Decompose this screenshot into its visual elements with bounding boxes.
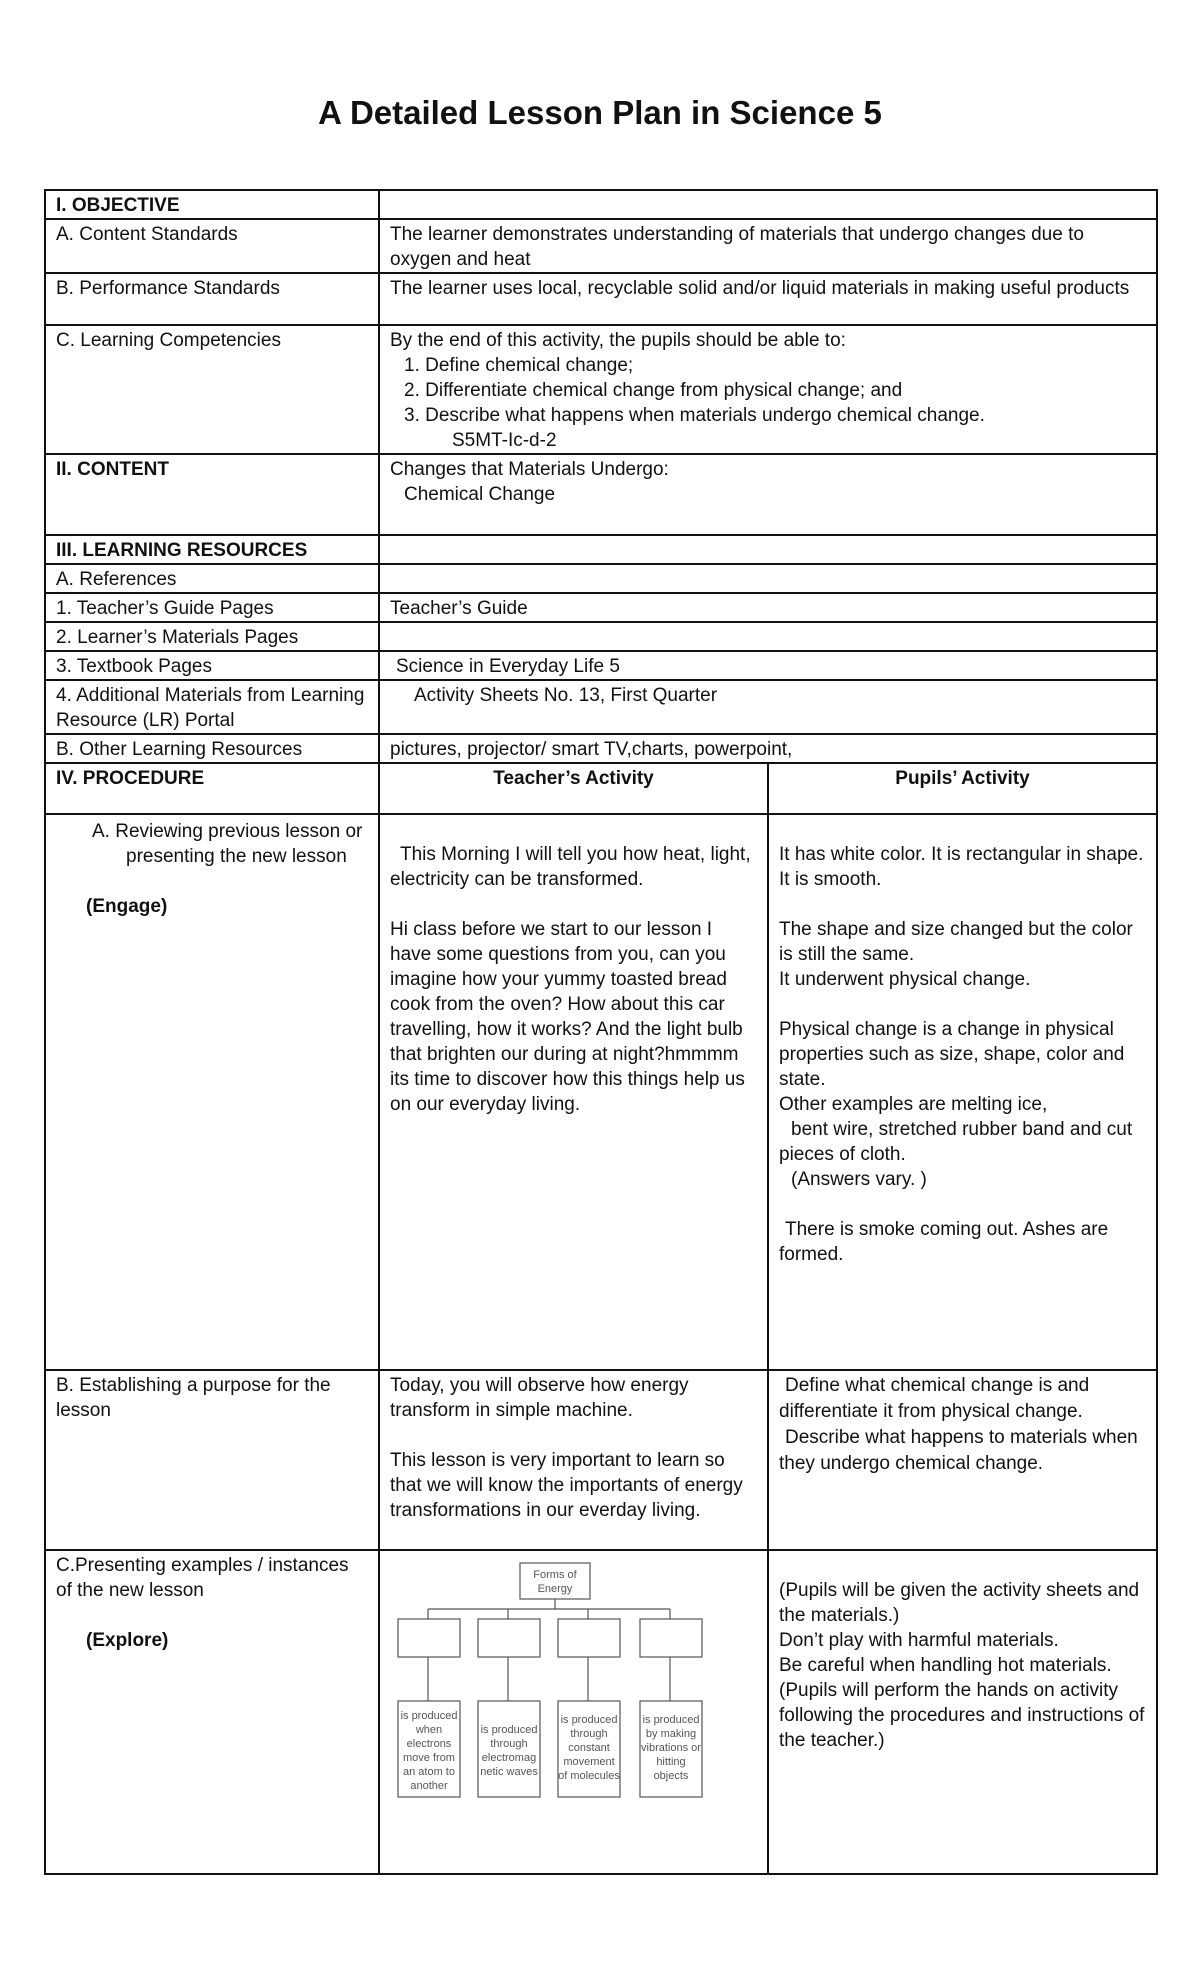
teachers-guide-label: 1. Teacher’s Guide Pages — [45, 593, 379, 622]
content-line-1: Changes that Materials Undergo: — [390, 459, 669, 480]
textbook-pages-value: Science in Everyday Life 5 — [379, 651, 1157, 680]
diagram-form-box — [478, 1619, 540, 1657]
performance-standards-label: B. Performance Standards — [45, 273, 379, 325]
diagram-desc-line: by making — [645, 1728, 697, 1740]
content-standards-label: A. Content Standards — [45, 219, 379, 273]
diagram-form-box — [558, 1619, 620, 1657]
teacher-activity-header: Teacher’s Activity — [379, 763, 768, 814]
procedure-a-label: A. Reviewing previous lesson or presenting the new lesson — [92, 821, 363, 867]
diagram-form-box — [398, 1619, 460, 1657]
performance-standards-text: The learner uses local, recyclable solid and/or liquid materials in making useful products — [379, 273, 1157, 325]
diagram-desc-line: is produced — [560, 1714, 618, 1726]
a-pupils-line-5: Other examples are melting ice, — [779, 1094, 1048, 1115]
learning-resources-heading: III. LEARNING RESOURCES — [45, 535, 379, 564]
procedure-a-teacher — [379, 814, 768, 1370]
diagram-form-box — [640, 1619, 702, 1657]
diagram-desc-line: electromag — [481, 1752, 537, 1764]
content-heading: II. CONTENT — [45, 454, 379, 535]
content-line-2: Chemical Change — [404, 484, 556, 505]
c-pupils-line-3: Be careful when handling hot materials. — [779, 1655, 1112, 1676]
diagram-desc-line: is produced — [400, 1710, 458, 1722]
textbook-pages-label: 3. Textbook Pages — [45, 651, 379, 680]
b-pupils-line-1: Define what chemical change is and differentiate it from physical change. — [779, 1375, 1090, 1422]
forms-of-energy-diagram — [386, 1557, 752, 1809]
competency-item: 2. Differentiate chemical change from physical change; and — [404, 380, 903, 401]
learning-competencies-label: C. Learning Competencies — [45, 325, 379, 454]
a-teacher-line-2: Hi class before we start to our lesson I have some questions from you, can you imagine how your yummy toasted bread cook from the oven? How about this car travelling, how it works? And the light bulb that brighten our during at night?hmmmm its time to discover how this things help us on our everyday living. — [390, 919, 745, 1115]
a-teacher-line-1: This Morning I will tell you how heat, light, electricity can be transformed. — [390, 844, 751, 890]
diagram-desc-line: through — [570, 1728, 608, 1740]
c-pupils-line-4: (Pupils will perform the hands on activity following the procedures and instructions of the teacher.) — [779, 1680, 1145, 1751]
references-label: A. References — [45, 564, 379, 593]
diagram-desc-line: when — [415, 1724, 443, 1736]
procedure-a-pupils — [768, 814, 1157, 1370]
competency-item: 1. Define chemical change; — [404, 355, 634, 376]
diagram-desc-line: another — [410, 1780, 448, 1792]
diagram-desc-line: constant — [568, 1742, 610, 1754]
b-pupils-line-2: Describe what happens to materials when they undergo chemical change. — [779, 1427, 1138, 1474]
a-pupils-line-7: (Answers vary. ) — [791, 1169, 927, 1190]
a-pupils-line-3: It underwent physical change. — [779, 969, 1031, 990]
pupils-activity-header: Pupils’ Activity — [768, 763, 1157, 814]
b-teacher-line-1: Today, you will observe how energy transform in simple machine. — [390, 1375, 689, 1421]
procedure-c-pupils — [768, 1550, 1157, 1874]
diagram-desc-line: movement — [563, 1756, 615, 1768]
a-pupils-line-8: There is smoke coming out. Ashes are formed. — [779, 1219, 1109, 1265]
competency-code: S5MT-Ic-d-2 — [452, 430, 557, 451]
competencies-intro: By the end of this activity, the pupils should be able to: — [390, 330, 846, 351]
diagram-desc-line: hitting — [656, 1756, 686, 1768]
c-pupils-line-1: (Pupils will be given the activity sheets and the materials.) — [779, 1580, 1140, 1626]
diagram-top-label: Forms of — [533, 1569, 577, 1581]
content-standards-text: The learner demonstrates understanding of materials that undergo changes due to oxygen and heat — [379, 219, 1157, 273]
diagram-desc-line: is produced — [480, 1724, 538, 1736]
procedure-c-label: C.Presenting examples / instances of the new lesson — [56, 1555, 349, 1601]
diagram-desc-line: through — [490, 1738, 528, 1750]
engage-tag: (Engage) — [86, 896, 168, 917]
diagram-desc-line: electrons — [406, 1738, 452, 1750]
explore-tag: (Explore) — [86, 1630, 169, 1651]
a-pupils-line-1: It has white color. It is rectangular in shape. It is smooth. — [779, 844, 1144, 890]
learners-materials-label: 2. Learner’s Materials Pages — [45, 622, 379, 651]
b-teacher-line-2: This lesson is very important to learn so that we will know the importants of energy transformations in our everday living. — [390, 1450, 743, 1521]
document-title: A Detailed Lesson Plan in Science 5 — [318, 94, 882, 131]
procedure-c-cell — [45, 1550, 379, 1874]
diagram-desc-line: of molecules — [558, 1770, 620, 1782]
competency-item: 3. Describe what happens when materials undergo chemical change. — [404, 405, 985, 426]
procedure-c-teacher — [379, 1550, 768, 1874]
a-pupils-line-2: The shape and size changed but the color is still the same. — [779, 919, 1133, 965]
lesson-plan-table — [44, 189, 1158, 1875]
additional-materials-value: Activity Sheets No. 13, First Quarter — [379, 680, 1157, 734]
diagram-top-label: Energy — [537, 1583, 573, 1595]
additional-materials-label: 4. Additional Materials from Learning Resource (LR) Portal — [45, 680, 379, 734]
procedure-b-teacher — [379, 1370, 768, 1550]
other-resources-value: pictures, projector/ smart TV,charts, powerpoint, — [379, 734, 1157, 763]
learning-competencies-cell — [379, 325, 1157, 454]
diagram-desc-line: netic waves — [480, 1766, 538, 1778]
procedure-a-cell — [45, 814, 379, 1370]
diagram-desc-line: move from — [403, 1752, 455, 1764]
objective-heading: I. OBJECTIVE — [45, 190, 379, 219]
procedure-b-pupils — [768, 1370, 1157, 1550]
procedure-b-label: B. Establishing a purpose for the lesson — [45, 1370, 379, 1550]
c-pupils-line-2: Don’t play with harmful materials. — [779, 1630, 1059, 1651]
diagram-desc-line: an atom to — [403, 1766, 455, 1778]
diagram-desc-line: objects — [653, 1770, 689, 1782]
a-pupils-line-6: bent wire, stretched rubber band and cut pieces of cloth. — [779, 1119, 1133, 1165]
content-cell — [379, 454, 1157, 535]
teachers-guide-value: Teacher’s Guide — [379, 593, 1157, 622]
a-pupils-line-4: Physical change is a change in physical properties such as size, shape, color and state. — [779, 1019, 1125, 1090]
diagram-desc-line: vibrations or — [641, 1742, 701, 1754]
other-resources-label: B. Other Learning Resources — [45, 734, 379, 763]
procedure-heading: IV. PROCEDURE — [45, 763, 379, 814]
diagram-desc-line: is produced — [642, 1714, 700, 1726]
